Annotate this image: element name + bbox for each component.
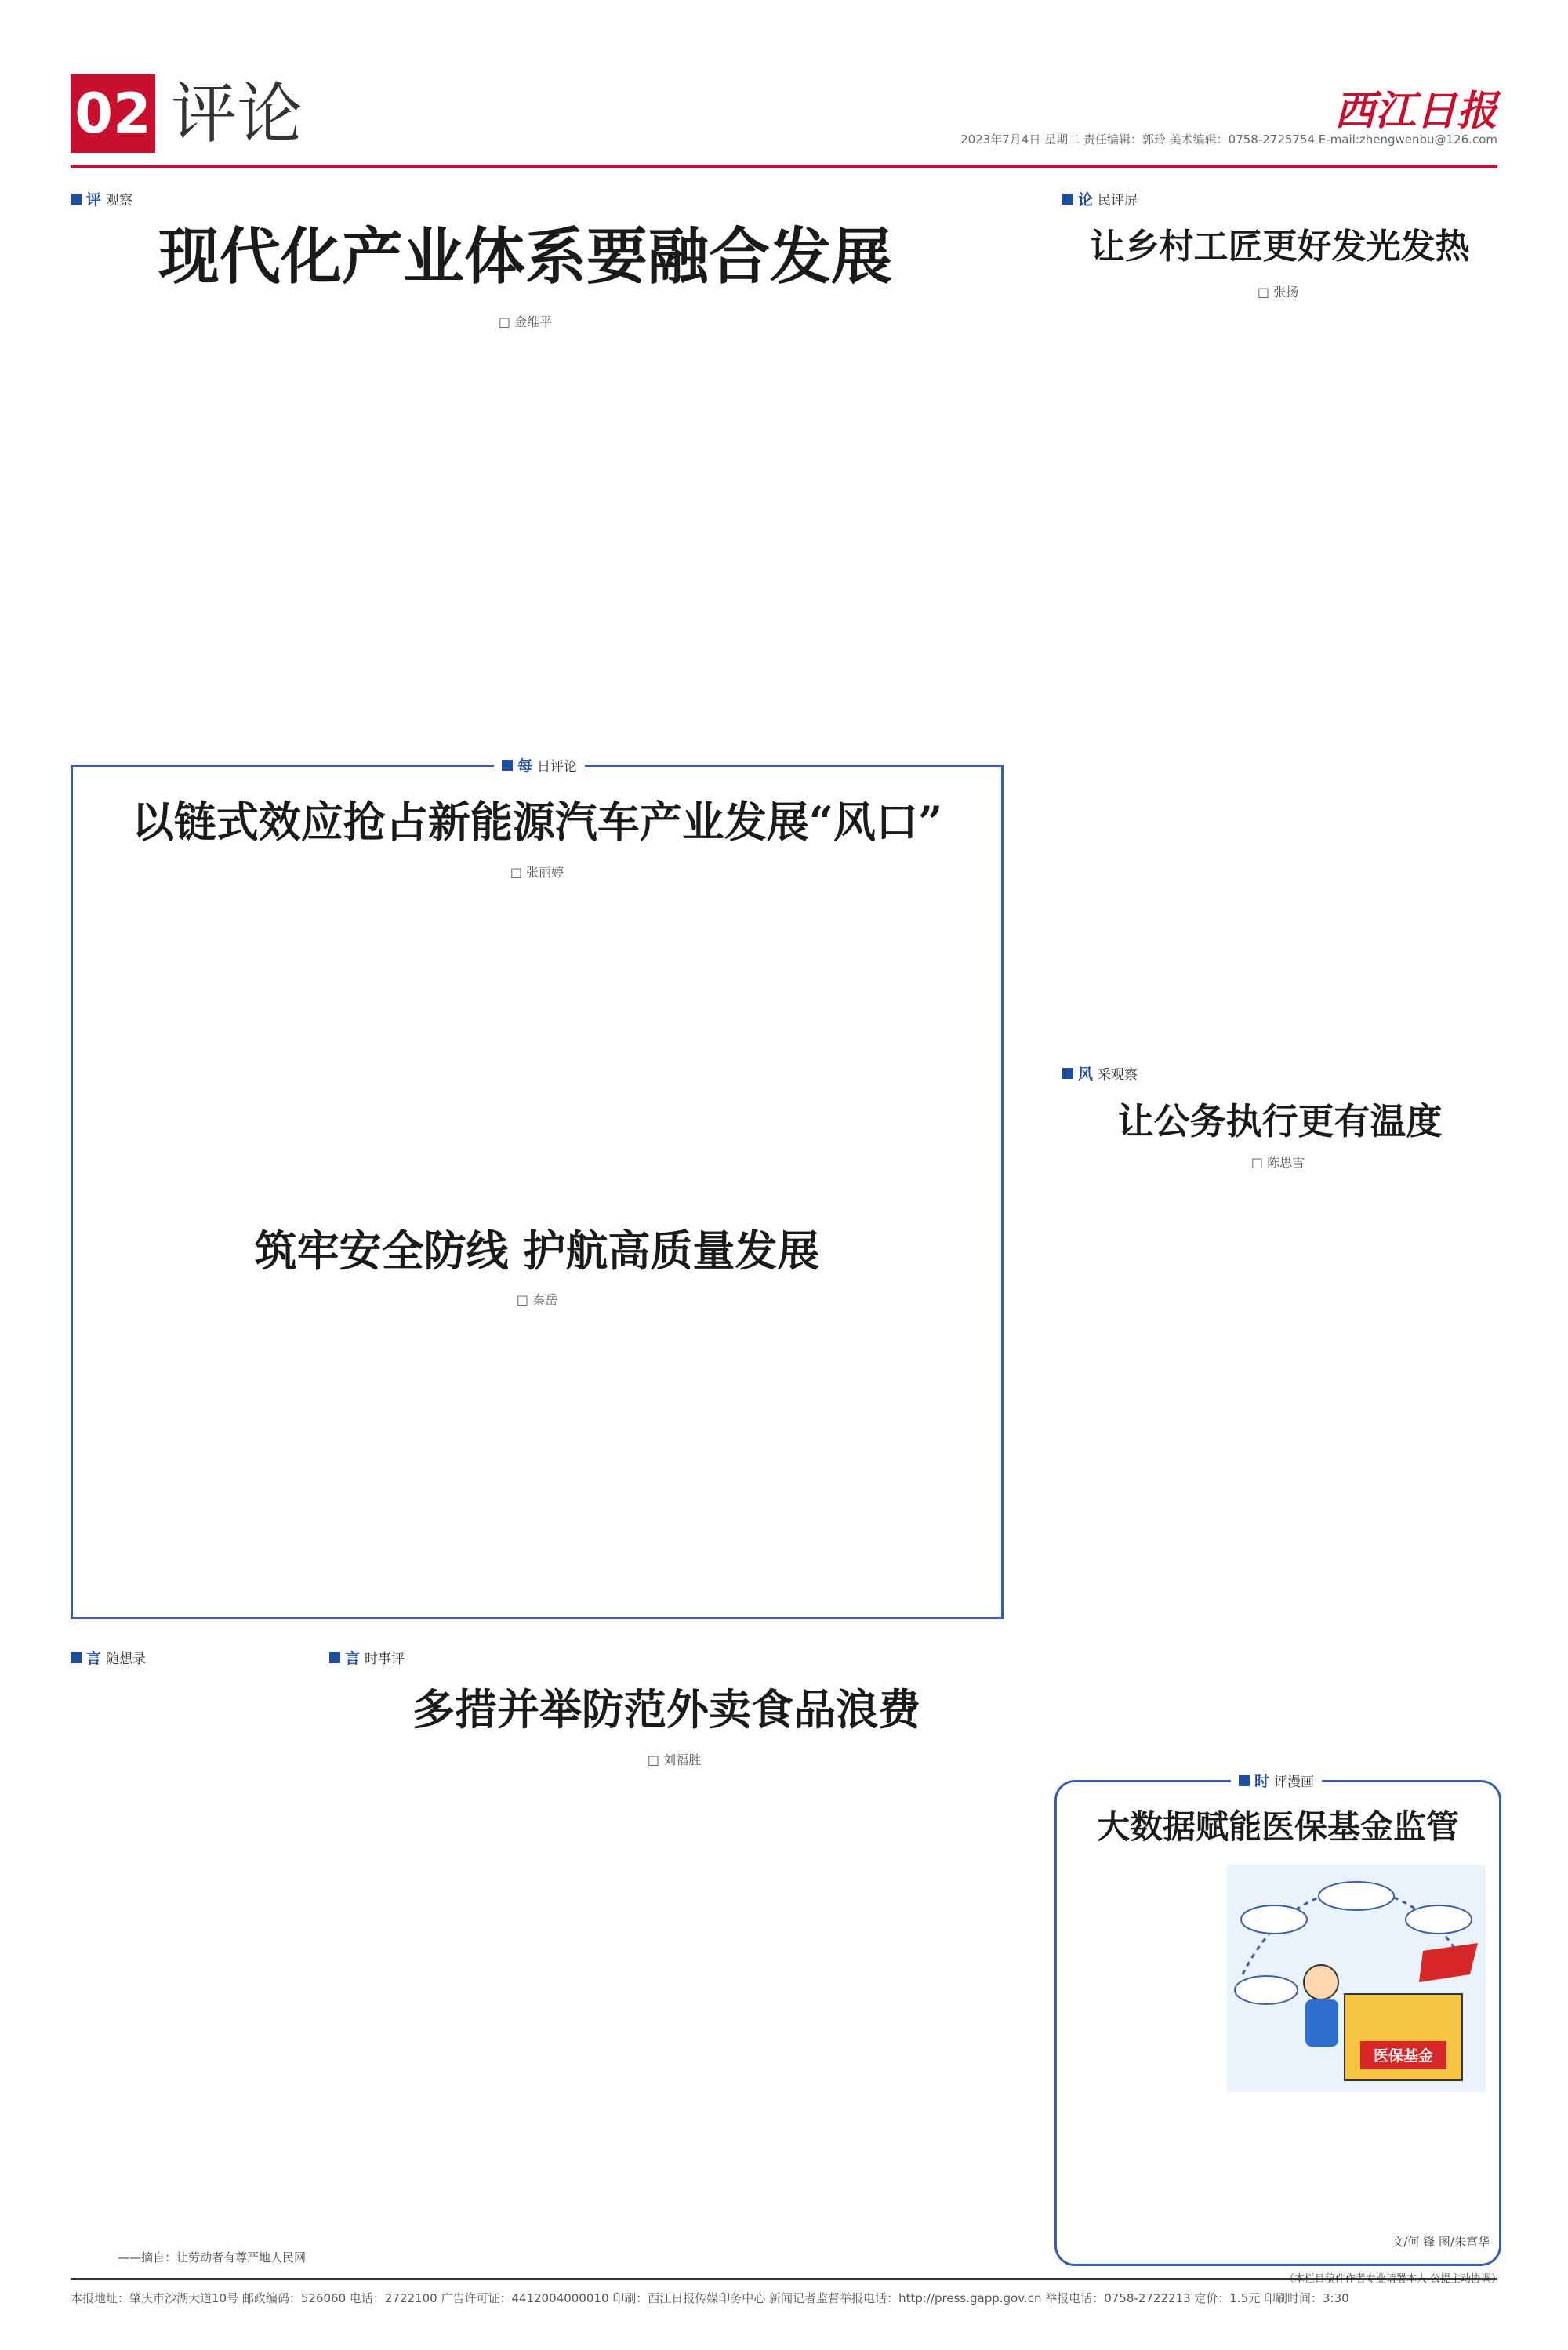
headline-medical-insurance: 大数据赋能医保基金监管 — [1096, 1807, 1459, 1846]
tag-category: 每 — [517, 757, 533, 775]
tag-category: 评 — [86, 191, 102, 209]
tag-category: 论 — [1078, 191, 1094, 209]
byline: □ 张丽婷 — [510, 865, 564, 880]
article-body — [1062, 314, 1497, 1035]
text-column — [1062, 1184, 1270, 1733]
headline-rural-craftsmen: 让乡村工匠更好发光发热 — [1090, 227, 1470, 267]
tag-name: 日评论 — [537, 759, 578, 775]
text-column — [71, 1678, 306, 2243]
text-column — [464, 345, 641, 737]
text-column — [815, 894, 972, 1208]
headline-takeout-waste: 多措并举防范外卖食品浪费 — [412, 1684, 920, 1734]
cartoon-label: 医保基金 — [1373, 2047, 1434, 2065]
text-column — [637, 894, 794, 1208]
tag-square-icon — [502, 760, 513, 771]
byline: □ 金维平 — [498, 314, 553, 329]
page-number: 02 — [71, 74, 155, 153]
tag-name: 随想录 — [106, 1651, 147, 1667]
text-column — [662, 345, 838, 737]
tag-square-icon — [1062, 194, 1073, 205]
masthead — [71, 74, 1497, 161]
text-column — [1062, 314, 1270, 1035]
byline: □ 陈思雪 — [1250, 1155, 1305, 1170]
text-column — [677, 1782, 830, 2252]
tag-name: 评漫画 — [1274, 1774, 1315, 1790]
column-note: （本栏目稿件作者专业请署本人 公提主动协调） — [1283, 2273, 1501, 2285]
tag-category: 言 — [86, 1650, 102, 1667]
text-column — [1292, 2094, 1490, 2227]
text-column — [329, 1782, 483, 2252]
headline-safety-defense: 筑牢安全防线 护航高质量发展 — [254, 1226, 820, 1276]
person-head-icon — [1304, 1965, 1338, 1999]
article-body — [102, 1321, 972, 1596]
tag-square-icon — [1239, 1775, 1250, 1786]
headline-industry-system: 现代化产业体系要融合发展 — [158, 221, 892, 292]
headline-public-duty: 让公务执行更有温度 — [1117, 1100, 1443, 1142]
article-body — [1062, 1184, 1497, 1733]
tag-name: 时事评 — [365, 1651, 405, 1667]
text-column — [280, 894, 437, 1208]
cartoon-illustration — [1227, 1865, 1486, 2092]
byline: □ 张扬 — [1257, 285, 1299, 300]
byline: □ 刘福胜 — [647, 1753, 702, 1767]
masthead-rule — [71, 165, 1497, 168]
text-column — [851, 1782, 1004, 2252]
text-column — [267, 345, 444, 737]
text-column — [1290, 1184, 1498, 1733]
article-tag — [71, 1647, 146, 1668]
tag-square-icon — [71, 194, 82, 205]
article-body — [102, 894, 972, 1208]
tag-category: 风 — [1078, 1066, 1094, 1083]
text-column — [71, 345, 247, 737]
text-column — [858, 345, 1035, 737]
article-tag — [1062, 1062, 1138, 1084]
headline-new-energy-vehicles: 以链式效应抢占新能源汽车产业发展“风口” — [131, 797, 943, 847]
bubble-icon — [1241, 1905, 1307, 1934]
article-body — [71, 345, 1035, 737]
text-column — [1074, 2094, 1272, 2227]
bubble-icon — [1319, 1882, 1394, 1910]
tag-square-icon — [329, 1652, 340, 1663]
tag-square-icon — [1062, 1068, 1073, 1079]
article-tag — [494, 754, 585, 775]
section-title: 评论 — [171, 75, 303, 152]
byline: □ 秦岳 — [516, 1292, 558, 1307]
article-body — [1074, 2094, 1490, 2227]
footer-imprint: 本报地址：肇庆市沙湖大道10号 邮政编码：526060 电话：2722100 广告许可证：4412004000010 印刷：西江日报传媒印务中心 新闻记者监督举报电话：http://press.gapp.gov.cn 举报电话：0758-2722213 定价：1.5元 印刷时间：3:30 — [71, 2278, 1497, 2306]
tag-square-icon — [71, 1652, 82, 1663]
article-body — [1074, 1866, 1215, 2086]
article-body — [71, 1678, 306, 2243]
article-tag — [1062, 188, 1138, 209]
tag-name: 观察 — [106, 193, 133, 209]
text-column — [102, 894, 260, 1208]
article-signature: ——摘自：让劳动者有尊严地人民网 — [117, 2250, 306, 2265]
text-column — [1074, 1866, 1215, 2086]
tag-category: 言 — [345, 1650, 361, 1667]
text-column — [815, 1321, 972, 1596]
article-tag — [329, 1647, 405, 1668]
masthead-info: 2023年7月4日 星期二 责任编辑：郭玲 美术编辑：0758-2725754 E-mail:zhengwenbu@126.com — [960, 133, 1497, 147]
tag-category: 时 — [1254, 1773, 1270, 1790]
text-column — [503, 1782, 657, 2252]
person-body-icon — [1305, 1999, 1338, 2047]
text-column — [102, 1321, 260, 1596]
cartoon-credit: 文/何 锋 图/朱富华 — [1392, 2235, 1490, 2249]
text-column — [637, 1321, 794, 1596]
tag-name: 民评屏 — [1098, 193, 1138, 209]
tag-name: 采观察 — [1098, 1067, 1138, 1083]
text-column — [280, 1321, 437, 1596]
article-tag — [71, 188, 132, 209]
text-column — [458, 1321, 615, 1596]
article-tag — [1231, 1770, 1322, 1791]
article-body — [329, 1782, 1004, 2252]
bubble-icon — [1406, 1905, 1472, 1934]
text-column — [458, 894, 615, 1208]
newspaper-logo: 西江日报 — [1334, 87, 1497, 135]
text-column — [1290, 314, 1498, 1035]
bubble-icon — [1235, 1976, 1298, 2004]
